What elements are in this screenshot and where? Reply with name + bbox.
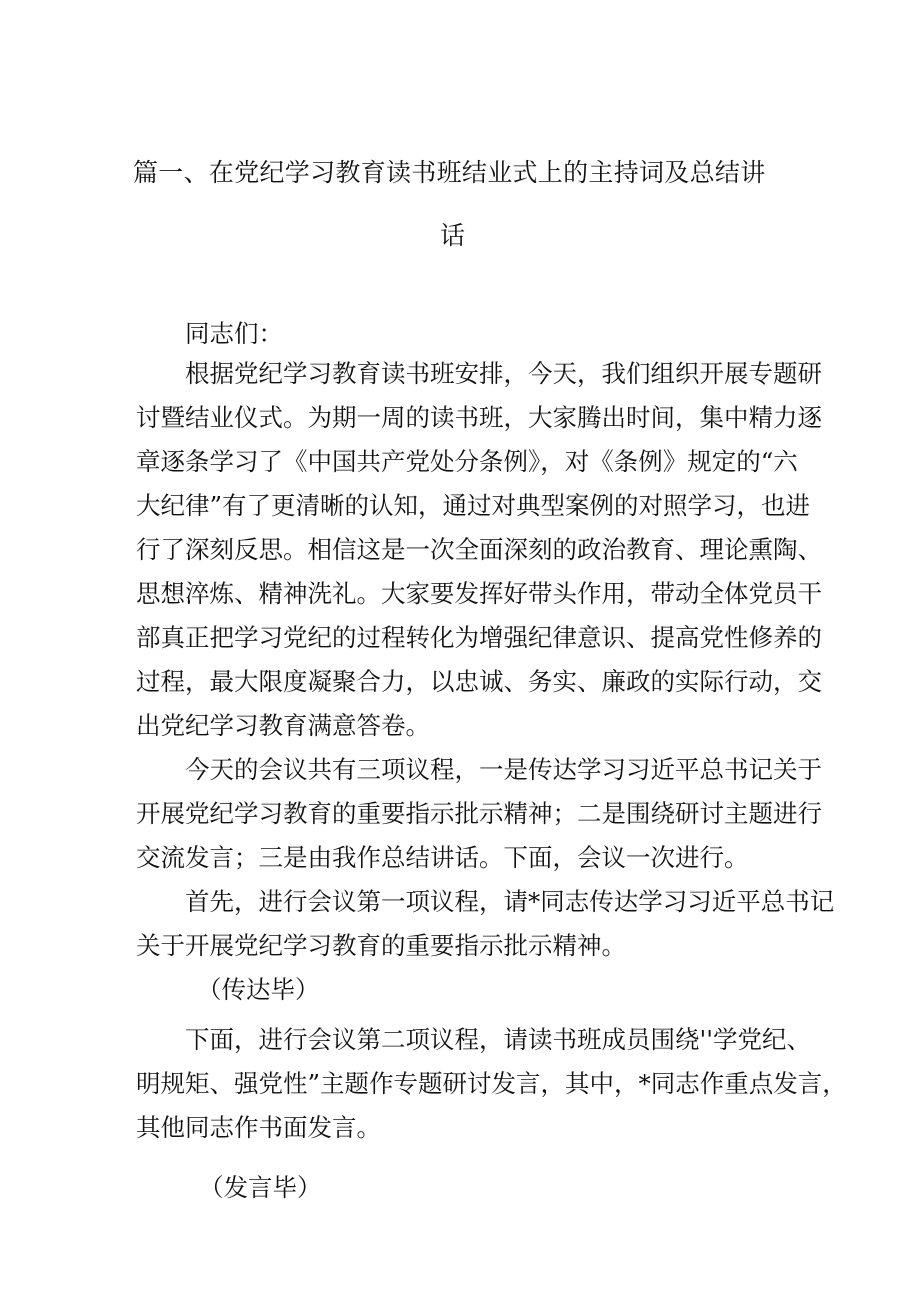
document-title-line-2: 话 [440,221,466,250]
paragraph-line: 今天的会议共有三项议程，一是传达学习习近平总书记关于 [185,755,822,784]
paragraph-line: 关于开展党纪学习教育的重要指示批示精神。 [136,931,626,960]
paragraph-line: 讨暨结业仪式。为期一周的读书班，大家腾出时间，集中精力逐 [136,403,822,432]
paragraph-line: 章逐条学习了《中国共产党处分条例》，对《条例》规定的“六 [136,447,798,476]
paragraph-line: 明规矩、强党性”主题作专题研讨发言，其中，*同志作重点发言， [136,1069,847,1098]
greeting: 同志们： [185,319,283,348]
paragraph-line: 其他同志作书面发言。 [136,1113,381,1142]
paragraph-line: 出党纪学习教育满意答卷。 [136,711,430,740]
paragraph-line: 交流发言；三是由我作总结讲话。下面，会议一次进行。 [136,843,749,872]
paragraph-line: 思想淬炼、精神洗礼。大家要发挥好带头作用，带动全体党员干 [136,579,822,608]
note-speech-done: （发言毕） [199,1173,322,1202]
paragraph-line: 首先，进行会议第一项议程，请*同志传达学习习近平总书记 [185,887,835,916]
paragraph-line: 过程，最大限度凝聚合力，以忠诚、务实、廉政的实际行动，交 [136,667,822,696]
document-title-line-1: 篇一、在党纪学习教育读书班结业式上的主持词及总结讲 [133,158,766,187]
paragraph-line: 行了深刻反思。相信这是一次全面深刻的政治教育、理论熏陶、 [136,535,822,564]
paragraph-line: 下面，进行会议第二项议程，请读书班成员围绕''学党纪、 [185,1025,811,1054]
paragraph-line: 开展党纪学习教育的重要指示批示精神；二是围绕研讨主题进行 [136,799,822,828]
paragraph-line: 大纪律”有了更清晰的认知，通过对典型案例的对照学习，也进 [136,491,811,520]
paragraph-line: 根据党纪学习教育读书班安排，今天，我们组织开展专题研 [185,359,822,388]
note-transmission-done: （传达毕） [197,975,320,1004]
paragraph-line: 部真正把学习党纪的过程转化为增强纪律意识、提高党性修养的 [136,623,822,652]
